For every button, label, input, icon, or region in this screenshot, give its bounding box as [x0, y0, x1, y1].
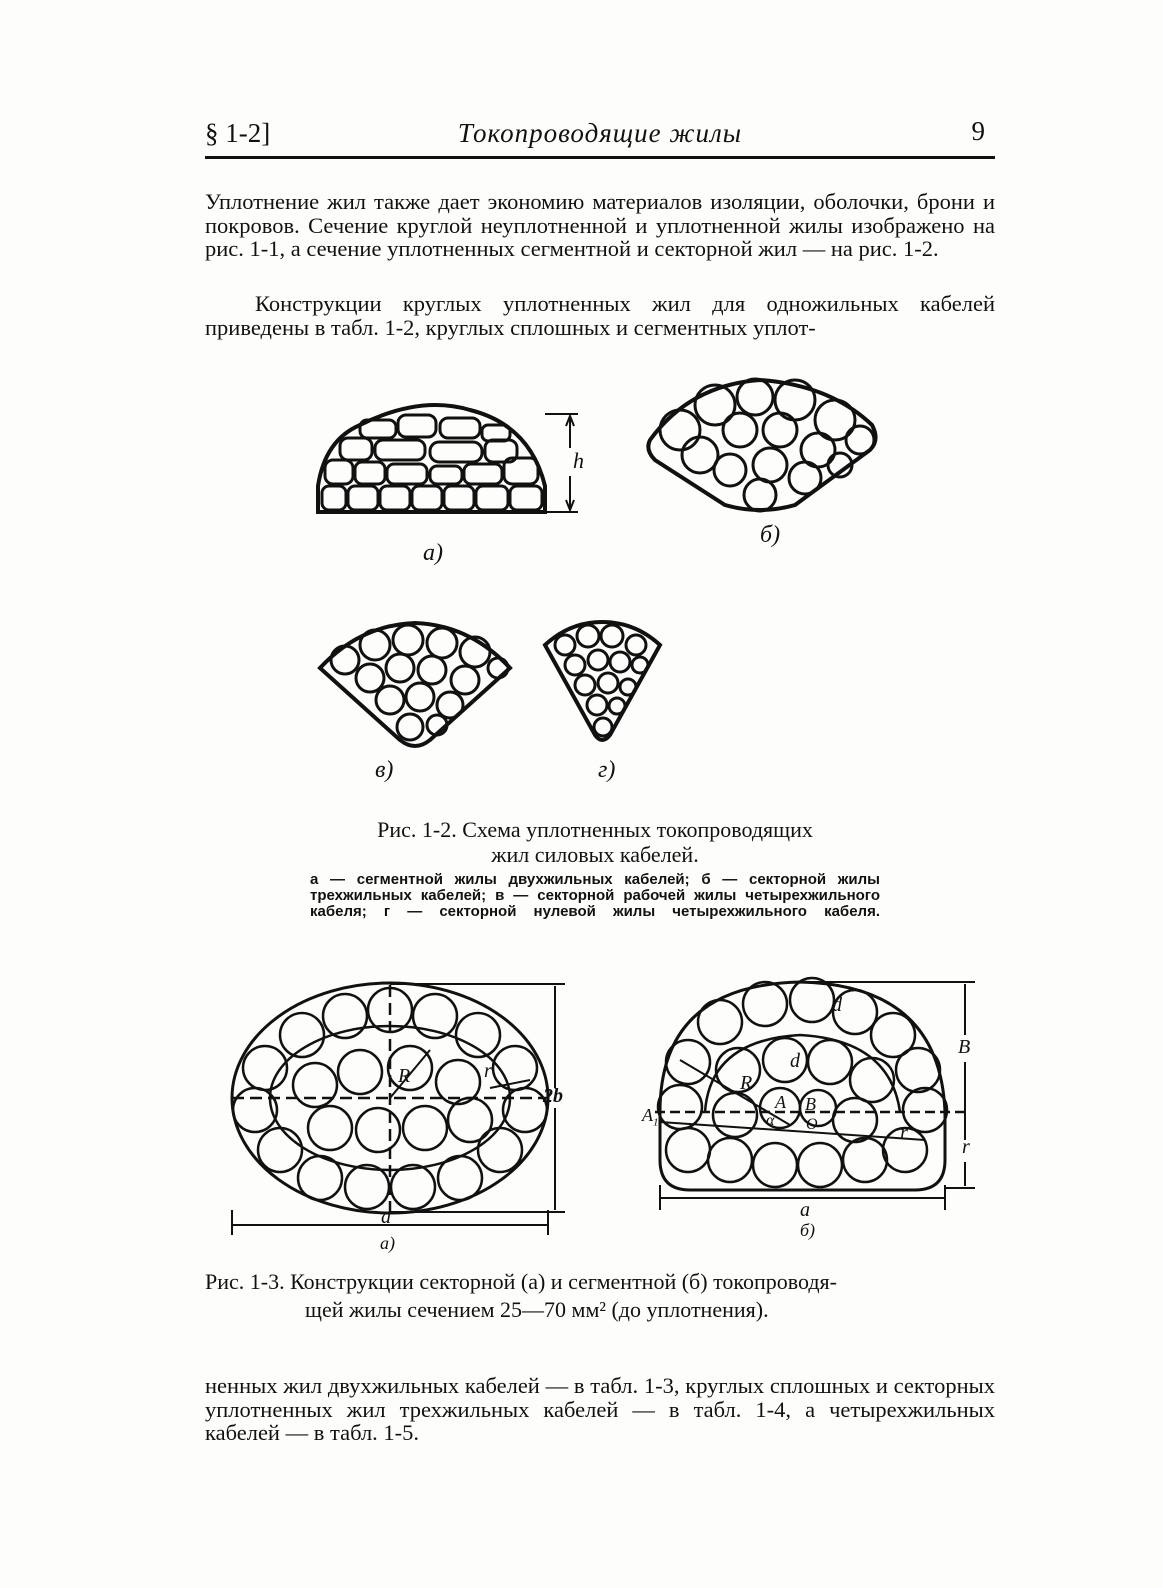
figure-3-label-b: б) — [800, 1220, 816, 1240]
figure-2-legend: а — сегментной жилы двухжильных кабелей; б — секторной жилы трехжильных кабелей; в — секторной рабочей жилы четырехжильного кабеля; г — секторной нулевой жилы четырехжильного кабеля. — [310, 871, 880, 920]
segment-conductor-construction-drawing — [655, 978, 970, 1190]
figure-2-caption-line-1: Рис. 1-2. Схема уплотненных токопроводящих — [377, 817, 813, 842]
dimension-h-label: h — [573, 448, 584, 473]
section-number: § 1-2] — [205, 118, 271, 148]
point-A1-subscript: 1 — [653, 1116, 659, 1129]
page-number: 9 — [971, 116, 985, 146]
diameter-d-mid-label: d — [790, 1050, 800, 1072]
figure-3-label-a: а) — [380, 1233, 395, 1253]
radius-R-right-label: R — [740, 1072, 753, 1094]
point-B-label: B — [805, 1094, 816, 1114]
point-alpha-label: α — [766, 1112, 775, 1129]
figure-2-label-g: г) — [598, 757, 616, 783]
dimension-a-right-label: a — [800, 1199, 810, 1221]
figure-2-caption-line-2: жил силовых кабелей. — [491, 842, 699, 867]
point-O-label: O — [806, 1116, 818, 1133]
sector-conductor-construction-drawing — [232, 983, 548, 1213]
dimension-a-left-label: a — [381, 1206, 391, 1228]
paragraph-2: Конструкции круглых уплотненных жил для одножильных кабелей приведены в табл. 1-2, круглых сплошных и сегментных уплот- — [205, 291, 995, 340]
radius-r-label: r — [484, 1060, 492, 1082]
diameter-d-top-label: d — [832, 994, 842, 1016]
paragraph-1: Уплотнение жил также дает экономию материалов изоляции, оболочки, брони и покровов. Сечение круглой неуплотненной и уплотненной жилы изображено на рис. 1-1, а сечение уплотненных сегментной и секторной жил — на рис. 1-2. — [205, 189, 995, 261]
figure-2-label-a: а) — [423, 540, 443, 566]
dimension-r-right-label: r — [962, 1136, 970, 1158]
figure-2-label-v: в) — [375, 757, 394, 783]
paragraph-3: ненных жил двухжильных кабелей — в табл. 1-3, круглых сплошных и секторных уплотненных жил трехжильных кабелей — в табл. 1-4, а четырехжильных кабелей — в табл. 1-5. — [205, 1373, 995, 1445]
radius-R-label: R — [398, 1065, 411, 1087]
radius-r-right-label: r — [900, 1122, 908, 1144]
figure-3-caption-line-2: щей жилы сечением 25—70 мм² (до уплотнения). — [305, 1297, 769, 1322]
point-A-label: A — [775, 1092, 786, 1112]
figure-2-label-b: б) — [760, 522, 781, 548]
point-A1-label: $A_1$ — [642, 1105, 659, 1129]
dimension-2b-label: 2b — [543, 1085, 563, 1107]
figure-3-caption — [205, 1268, 995, 1324]
dimension-B-label: B — [958, 1036, 971, 1058]
figure-3-caption-line-1: Рис. 1-3. Конструкции секторной (а) и сегментной (б) токопроводя- — [205, 1269, 837, 1294]
running-title: Токопроводящие жилы — [457, 118, 743, 148]
